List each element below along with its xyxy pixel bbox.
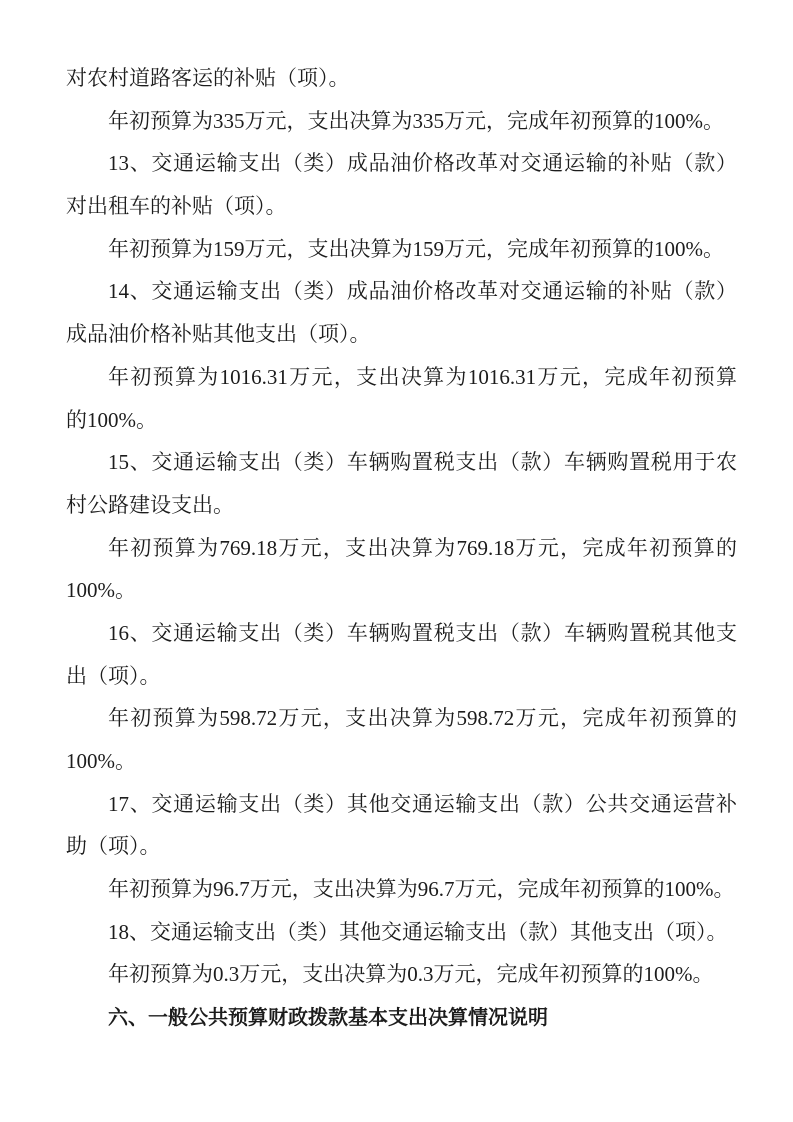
text-line: 年初预算为335万元，支出决算为335万元，完成年初预算的100%。 (108, 108, 724, 133)
text-line: 13、交通运输支出（类）成品油价格改革对交通运输的补贴（款） (108, 151, 737, 176)
text-line: 出（项）。 (66, 663, 161, 688)
text-line: 16、交通运输支出（类）车辆购置税支出（款）车辆购置税其他支 (108, 620, 737, 645)
section-heading: 六、一般公共预算财政拨款基本支出决算情况说明 (108, 1005, 548, 1030)
text-line: 14、交通运输支出（类）成品油价格改革对交通运输的补贴（款） (108, 279, 737, 304)
text-line: 对出租车的补贴（项）。 (66, 194, 287, 219)
text-line: 年初预算为0.3万元，支出决算为0.3万元，完成年初预算的100%。 (108, 962, 714, 987)
text-line: 成品油价格补贴其他支出（项）。 (66, 322, 371, 347)
text-line: 100%。 (66, 578, 136, 603)
text-line: 的100%。 (66, 407, 157, 432)
text-line: 100%。 (66, 749, 136, 773)
text-line: 15、交通运输支出（类）车辆购置税支出（款）车辆购置税用于农 (108, 450, 737, 475)
text-line: 村公路建设支出。 (66, 492, 234, 517)
text-line: 年初预算为159万元，支出决算为159万元，完成年初预算的100%。 (108, 236, 724, 261)
text-line: 年初预算为96.7万元，支出决算为96.7万元，完成年初预算的100%。 (108, 877, 735, 902)
text-line: 助（项）。 (66, 834, 161, 859)
text-line: 年初预算为1016.31万元，支出决算为1016.31万元，完成年初预算 (108, 364, 737, 389)
text-line: 对农村道路客运的补贴（项）。 (66, 66, 350, 90)
document-body (66, 0, 737, 1039)
text-line: 年初预算为598.72万元，支出决算为598.72万元，完成年初预算的 (108, 706, 737, 731)
text-line: 18、交通运输支出（类）其他交通运输支出（款）其他支出（项）。 (108, 919, 728, 944)
text-line: 年初预算为769.18万元，支出决算为769.18万元，完成年初预算的 (108, 535, 737, 560)
text-line: 17、交通运输支出（类）其他交通运输支出（款）公共交通运营补 (108, 791, 737, 816)
